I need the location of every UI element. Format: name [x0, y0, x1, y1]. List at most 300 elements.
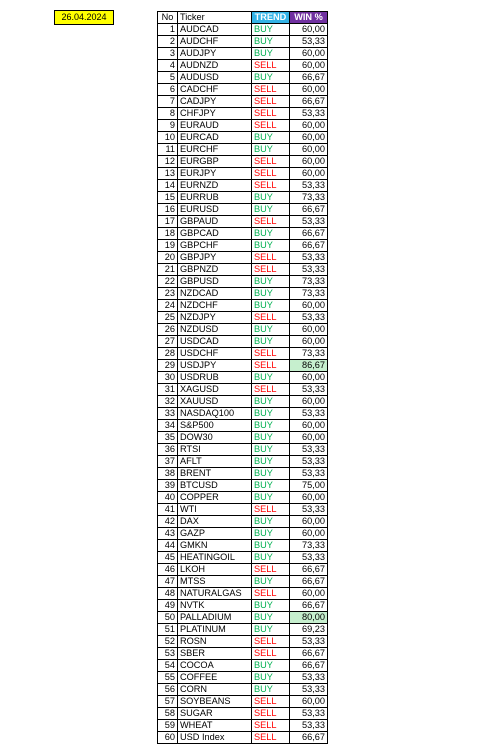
- row-ticker: CHFJPY: [178, 108, 252, 120]
- row-trend: BUY: [252, 204, 290, 216]
- row-win-percent: 53,33: [290, 444, 328, 456]
- row-ticker: AUDCHF: [178, 36, 252, 48]
- row-ticker: NATURALGAS: [178, 588, 252, 600]
- table-row: [158, 312, 328, 324]
- row-win-percent: 60,00: [290, 336, 328, 348]
- row-win-percent: 53,33: [290, 504, 328, 516]
- signals-table: [157, 11, 328, 744]
- row-trend: BUY: [252, 516, 290, 528]
- row-number: 14: [158, 180, 178, 192]
- header-no: No: [158, 12, 178, 24]
- table-row: [158, 120, 328, 132]
- row-ticker: USDCHF: [178, 348, 252, 360]
- row-win-percent: 73,33: [290, 540, 328, 552]
- row-number: 60: [158, 732, 178, 744]
- row-trend: SELL: [252, 264, 290, 276]
- row-win-percent: 60,00: [290, 396, 328, 408]
- table-row: [158, 264, 328, 276]
- row-trend: BUY: [252, 396, 290, 408]
- row-win-percent: 66,67: [290, 564, 328, 576]
- table-row: [158, 564, 328, 576]
- row-ticker: HEATINGOIL: [178, 552, 252, 564]
- table-row: [158, 636, 328, 648]
- table-row: [158, 336, 328, 348]
- row-number: 35: [158, 432, 178, 444]
- table-row: [158, 288, 328, 300]
- row-trend: BUY: [252, 336, 290, 348]
- row-ticker: GAZP: [178, 528, 252, 540]
- row-number: 2: [158, 36, 178, 48]
- row-trend: BUY: [252, 600, 290, 612]
- row-trend: SELL: [252, 384, 290, 396]
- row-number: 18: [158, 228, 178, 240]
- row-win-percent: 80,00: [290, 612, 328, 624]
- row-number: 48: [158, 588, 178, 600]
- row-win-percent: 60,00: [290, 156, 328, 168]
- row-ticker: EURAUD: [178, 120, 252, 132]
- row-number: 28: [158, 348, 178, 360]
- row-number: 44: [158, 540, 178, 552]
- row-trend: BUY: [252, 624, 290, 636]
- header-ticker: Ticker: [178, 12, 252, 24]
- table-row: [158, 684, 328, 696]
- row-ticker: EURNZD: [178, 180, 252, 192]
- row-win-percent: 53,33: [290, 108, 328, 120]
- row-win-percent: 53,33: [290, 312, 328, 324]
- row-trend: BUY: [252, 408, 290, 420]
- row-trend: BUY: [252, 192, 290, 204]
- row-trend: BUY: [252, 480, 290, 492]
- row-win-percent: 60,00: [290, 84, 328, 96]
- table-row: [158, 96, 328, 108]
- row-win-percent: 53,33: [290, 384, 328, 396]
- row-ticker: GBPCAD: [178, 228, 252, 240]
- row-win-percent: 53,33: [290, 252, 328, 264]
- row-ticker: USD Index: [178, 732, 252, 744]
- row-trend: SELL: [252, 588, 290, 600]
- header-trend: TREND: [252, 12, 290, 24]
- table-row: [158, 300, 328, 312]
- row-number: 17: [158, 216, 178, 228]
- row-trend: BUY: [252, 660, 290, 672]
- row-number: 52: [158, 636, 178, 648]
- table-row: [158, 444, 328, 456]
- row-number: 33: [158, 408, 178, 420]
- row-trend: BUY: [252, 288, 290, 300]
- row-ticker: WTI: [178, 504, 252, 516]
- row-win-percent: 60,00: [290, 24, 328, 36]
- row-ticker: SBER: [178, 648, 252, 660]
- table-row: [158, 144, 328, 156]
- row-number: 27: [158, 336, 178, 348]
- row-win-percent: 66,67: [290, 660, 328, 672]
- table-row: [158, 228, 328, 240]
- row-trend: BUY: [252, 72, 290, 84]
- row-win-percent: 53,33: [290, 180, 328, 192]
- row-trend: BUY: [252, 456, 290, 468]
- row-ticker: MTSS: [178, 576, 252, 588]
- table-row: [158, 36, 328, 48]
- row-number: 58: [158, 708, 178, 720]
- row-number: 39: [158, 480, 178, 492]
- row-win-percent: 60,00: [290, 324, 328, 336]
- row-trend: SELL: [252, 96, 290, 108]
- row-ticker: EURJPY: [178, 168, 252, 180]
- row-ticker: NASDAQ100: [178, 408, 252, 420]
- row-win-percent: 60,00: [290, 516, 328, 528]
- row-win-percent: 66,67: [290, 228, 328, 240]
- row-ticker: AUDCAD: [178, 24, 252, 36]
- row-number: 26: [158, 324, 178, 336]
- row-win-percent: 60,00: [290, 132, 328, 144]
- row-ticker: PLATINUM: [178, 624, 252, 636]
- table-row: [158, 672, 328, 684]
- row-ticker: GBPJPY: [178, 252, 252, 264]
- row-ticker: CADCHF: [178, 84, 252, 96]
- row-trend: BUY: [252, 468, 290, 480]
- table-row: [158, 624, 328, 636]
- table-row: [158, 180, 328, 192]
- row-trend: BUY: [252, 492, 290, 504]
- table-row: [158, 372, 328, 384]
- row-number: 42: [158, 516, 178, 528]
- row-win-percent: 60,00: [290, 60, 328, 72]
- table-row: [158, 192, 328, 204]
- row-trend: BUY: [252, 552, 290, 564]
- row-number: 1: [158, 24, 178, 36]
- row-trend: SELL: [252, 360, 290, 372]
- row-ticker: GBPAUD: [178, 216, 252, 228]
- row-win-percent: 73,33: [290, 192, 328, 204]
- row-ticker: NZDJPY: [178, 312, 252, 324]
- row-trend: BUY: [252, 132, 290, 144]
- row-trend: BUY: [252, 432, 290, 444]
- row-number: 29: [158, 360, 178, 372]
- row-win-percent: 53,33: [290, 216, 328, 228]
- row-win-percent: 60,00: [290, 372, 328, 384]
- row-number: 45: [158, 552, 178, 564]
- row-ticker: COCOA: [178, 660, 252, 672]
- row-trend: BUY: [252, 276, 290, 288]
- row-ticker: USDRUB: [178, 372, 252, 384]
- table-row: [158, 528, 328, 540]
- row-ticker: LKOH: [178, 564, 252, 576]
- row-number: 8: [158, 108, 178, 120]
- row-ticker: EURUSD: [178, 204, 252, 216]
- table-row: [158, 252, 328, 264]
- row-win-percent: 66,67: [290, 204, 328, 216]
- row-number: 5: [158, 72, 178, 84]
- row-number: 22: [158, 276, 178, 288]
- table-row: [158, 456, 328, 468]
- row-number: 40: [158, 492, 178, 504]
- row-ticker: EURRUB: [178, 192, 252, 204]
- row-win-percent: 60,00: [290, 492, 328, 504]
- row-win-percent: 73,33: [290, 348, 328, 360]
- table-row: [158, 480, 328, 492]
- row-trend: BUY: [252, 324, 290, 336]
- row-number: 32: [158, 396, 178, 408]
- row-win-percent: 53,33: [290, 456, 328, 468]
- row-win-percent: 53,33: [290, 552, 328, 564]
- row-trend: SELL: [252, 312, 290, 324]
- row-trend: SELL: [252, 504, 290, 516]
- row-win-percent: 66,67: [290, 240, 328, 252]
- row-win-percent: 66,67: [290, 576, 328, 588]
- row-number: 51: [158, 624, 178, 636]
- row-win-percent: 53,33: [290, 408, 328, 420]
- row-number: 38: [158, 468, 178, 480]
- row-number: 31: [158, 384, 178, 396]
- row-win-percent: 53,33: [290, 720, 328, 732]
- row-ticker: AFLT: [178, 456, 252, 468]
- table-row: [158, 468, 328, 480]
- table-row: [158, 360, 328, 372]
- row-win-percent: 66,67: [290, 732, 328, 744]
- row-number: 16: [158, 204, 178, 216]
- row-ticker: EURCHF: [178, 144, 252, 156]
- row-ticker: EURCAD: [178, 132, 252, 144]
- table-row: [158, 348, 328, 360]
- row-ticker: AUDNZD: [178, 60, 252, 72]
- table-row: [158, 720, 328, 732]
- row-number: 30: [158, 372, 178, 384]
- row-win-percent: 73,33: [290, 276, 328, 288]
- row-ticker: COFFEE: [178, 672, 252, 684]
- row-trend: SELL: [252, 168, 290, 180]
- row-number: 21: [158, 264, 178, 276]
- row-number: 25: [158, 312, 178, 324]
- row-ticker: AUDJPY: [178, 48, 252, 60]
- row-ticker: WHEAT: [178, 720, 252, 732]
- table-row: [158, 168, 328, 180]
- table-row: [158, 600, 328, 612]
- row-win-percent: 60,00: [290, 432, 328, 444]
- row-ticker: NVTK: [178, 600, 252, 612]
- table-row: [158, 72, 328, 84]
- row-ticker: COPPER: [178, 492, 252, 504]
- row-trend: SELL: [252, 732, 290, 744]
- row-win-percent: 73,33: [290, 288, 328, 300]
- row-ticker: GBPUSD: [178, 276, 252, 288]
- row-win-percent: 60,00: [290, 420, 328, 432]
- row-number: 59: [158, 720, 178, 732]
- header-win: WIN %: [290, 12, 328, 24]
- row-ticker: PALLADIUM: [178, 612, 252, 624]
- row-number: 9: [158, 120, 178, 132]
- row-number: 50: [158, 612, 178, 624]
- row-number: 23: [158, 288, 178, 300]
- row-number: 53: [158, 648, 178, 660]
- table-row: [158, 108, 328, 120]
- table-row: [158, 432, 328, 444]
- row-ticker: DOW30: [178, 432, 252, 444]
- row-trend: SELL: [252, 108, 290, 120]
- row-ticker: USDJPY: [178, 360, 252, 372]
- row-win-percent: 66,67: [290, 72, 328, 84]
- table-row: [158, 24, 328, 36]
- row-number: 4: [158, 60, 178, 72]
- row-win-percent: 53,33: [290, 684, 328, 696]
- row-win-percent: 66,67: [290, 96, 328, 108]
- row-win-percent: 60,00: [290, 144, 328, 156]
- row-number: 55: [158, 672, 178, 684]
- row-win-percent: 86,67: [290, 360, 328, 372]
- row-win-percent: 60,00: [290, 528, 328, 540]
- row-trend: BUY: [252, 444, 290, 456]
- row-win-percent: 75,00: [290, 480, 328, 492]
- row-win-percent: 66,67: [290, 648, 328, 660]
- table-row: [158, 492, 328, 504]
- table-row: [158, 384, 328, 396]
- row-trend: SELL: [252, 84, 290, 96]
- row-trend: SELL: [252, 120, 290, 132]
- row-win-percent: 60,00: [290, 48, 328, 60]
- table-row: [158, 324, 328, 336]
- row-ticker: ROSN: [178, 636, 252, 648]
- row-number: 34: [158, 420, 178, 432]
- table-row: [158, 552, 328, 564]
- row-ticker: EURGBP: [178, 156, 252, 168]
- row-trend: BUY: [252, 612, 290, 624]
- row-ticker: CADJPY: [178, 96, 252, 108]
- table-row: [158, 408, 328, 420]
- row-number: 7: [158, 96, 178, 108]
- row-trend: BUY: [252, 372, 290, 384]
- row-trend: SELL: [252, 564, 290, 576]
- row-win-percent: 53,33: [290, 636, 328, 648]
- row-trend: SELL: [252, 708, 290, 720]
- row-number: 11: [158, 144, 178, 156]
- row-win-percent: 53,33: [290, 468, 328, 480]
- table-row: [158, 420, 328, 432]
- row-number: 57: [158, 696, 178, 708]
- row-trend: SELL: [252, 636, 290, 648]
- row-trend: BUY: [252, 300, 290, 312]
- row-number: 15: [158, 192, 178, 204]
- table-row: [158, 48, 328, 60]
- row-trend: SELL: [252, 60, 290, 72]
- row-number: 43: [158, 528, 178, 540]
- row-trend: SELL: [252, 156, 290, 168]
- table-row: [158, 132, 328, 144]
- row-trend: BUY: [252, 672, 290, 684]
- table-row: [158, 216, 328, 228]
- row-ticker: BTCUSD: [178, 480, 252, 492]
- table-row: [158, 540, 328, 552]
- table-row: [158, 516, 328, 528]
- row-trend: BUY: [252, 684, 290, 696]
- row-ticker: BRENT: [178, 468, 252, 480]
- table-row: [158, 84, 328, 96]
- row-number: 19: [158, 240, 178, 252]
- row-trend: SELL: [252, 348, 290, 360]
- row-trend: SELL: [252, 252, 290, 264]
- row-win-percent: 60,00: [290, 696, 328, 708]
- row-number: 46: [158, 564, 178, 576]
- row-ticker: XAUUSD: [178, 396, 252, 408]
- header-row: [158, 12, 328, 24]
- row-ticker: NZDCAD: [178, 288, 252, 300]
- row-trend: BUY: [252, 576, 290, 588]
- table-row: [158, 660, 328, 672]
- table-row: [158, 576, 328, 588]
- row-trend: SELL: [252, 180, 290, 192]
- row-ticker: GBPCHF: [178, 240, 252, 252]
- row-trend: BUY: [252, 528, 290, 540]
- row-number: 41: [158, 504, 178, 516]
- row-trend: BUY: [252, 540, 290, 552]
- row-win-percent: 53,33: [290, 708, 328, 720]
- row-win-percent: 53,33: [290, 672, 328, 684]
- row-trend: BUY: [252, 420, 290, 432]
- report-date: 26.04.2024: [54, 10, 114, 25]
- table-row: [158, 732, 328, 744]
- row-number: 54: [158, 660, 178, 672]
- row-trend: BUY: [252, 228, 290, 240]
- row-win-percent: 60,00: [290, 588, 328, 600]
- row-ticker: AUDUSD: [178, 72, 252, 84]
- row-ticker: GMKN: [178, 540, 252, 552]
- row-win-percent: 53,33: [290, 264, 328, 276]
- row-ticker: NZDUSD: [178, 324, 252, 336]
- row-number: 36: [158, 444, 178, 456]
- row-trend: SELL: [252, 216, 290, 228]
- row-number: 3: [158, 48, 178, 60]
- row-trend: BUY: [252, 48, 290, 60]
- row-trend: BUY: [252, 240, 290, 252]
- row-ticker: GBPNZD: [178, 264, 252, 276]
- row-ticker: XAGUSD: [178, 384, 252, 396]
- table-row: [158, 276, 328, 288]
- row-win-percent: 69,23: [290, 624, 328, 636]
- row-number: 37: [158, 456, 178, 468]
- row-ticker: NZDCHF: [178, 300, 252, 312]
- table-row: [158, 396, 328, 408]
- row-number: 49: [158, 600, 178, 612]
- row-ticker: SUGAR: [178, 708, 252, 720]
- row-win-percent: 66,67: [290, 600, 328, 612]
- row-win-percent: 53,33: [290, 36, 328, 48]
- table-row: [158, 648, 328, 660]
- row-win-percent: 60,00: [290, 300, 328, 312]
- row-trend: SELL: [252, 720, 290, 732]
- row-ticker: SOYBEANS: [178, 696, 252, 708]
- table-row: [158, 612, 328, 624]
- row-number: 20: [158, 252, 178, 264]
- row-ticker: DAX: [178, 516, 252, 528]
- row-number: 56: [158, 684, 178, 696]
- row-number: 6: [158, 84, 178, 96]
- row-number: 47: [158, 576, 178, 588]
- row-ticker: CORN: [178, 684, 252, 696]
- row-number: 13: [158, 168, 178, 180]
- row-win-percent: 60,00: [290, 120, 328, 132]
- table-row: [158, 504, 328, 516]
- table-row: [158, 708, 328, 720]
- table-row: [158, 696, 328, 708]
- row-trend: SELL: [252, 648, 290, 660]
- row-number: 10: [158, 132, 178, 144]
- row-trend: SELL: [252, 696, 290, 708]
- row-number: 12: [158, 156, 178, 168]
- row-win-percent: 60,00: [290, 168, 328, 180]
- row-ticker: RTSI: [178, 444, 252, 456]
- table-row: [158, 156, 328, 168]
- table-row: [158, 588, 328, 600]
- table-row: [158, 204, 328, 216]
- table-row: [158, 240, 328, 252]
